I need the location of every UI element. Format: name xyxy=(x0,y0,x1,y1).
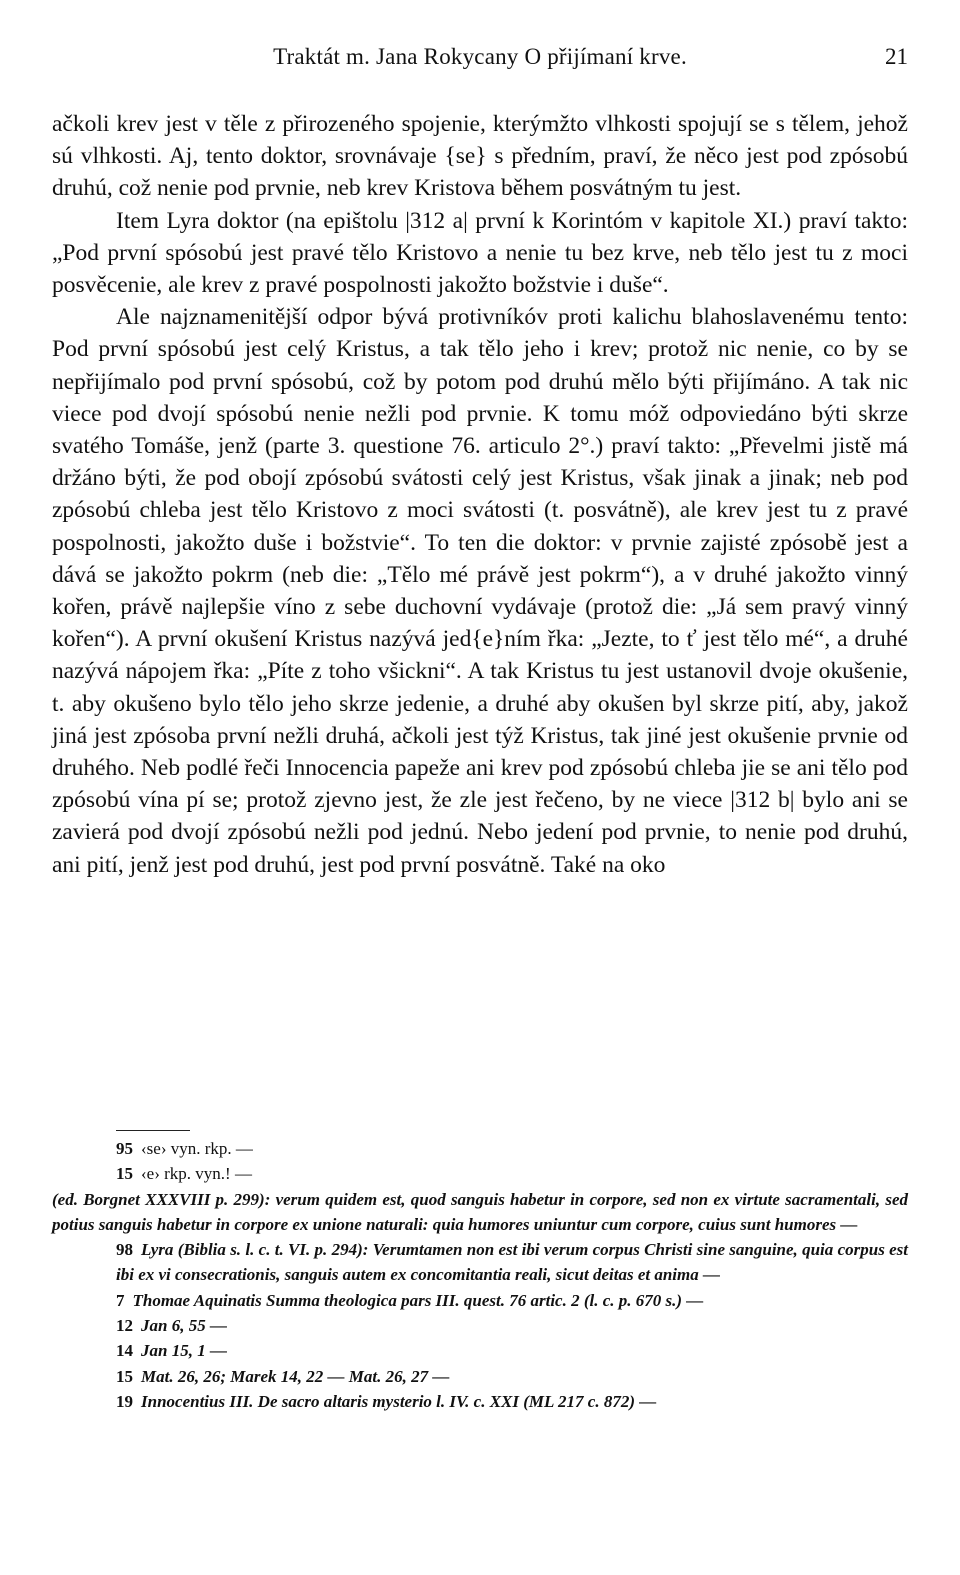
footnote-line-ref: 15 xyxy=(116,1366,133,1386)
footnote-line-ref: 98 xyxy=(116,1240,133,1260)
footnote-text: Lyra (Biblia s. l. c. t. VI. p. 294): Verumtamen non est ibi verum corpus Christi sine sanguine, quia corpus est ibi ex vi consecrationis, sanguis autem ex concomitantia reali, sicut deitas et anima — xyxy=(116,1240,908,1285)
footnote-line-ref: 95 xyxy=(116,1139,133,1158)
paragraph: Item Lyra doktor (na epištolu |312 a| první k Korintóm v kapitole XI.) praví takto: „Pod první spósobú jest pravé tělo Kristovo a nenie tu bez krve, neb tělo jest tu z moci posvěcenie, ale krev z pravé pospolnosti jakožto božstvie i duše“. xyxy=(52,207,908,299)
main-text xyxy=(52,108,908,881)
footnote xyxy=(52,1288,908,1313)
footnote xyxy=(52,1364,908,1389)
footnote-text: ‹se› vyn. rkp. — xyxy=(141,1139,253,1158)
running-title: Traktát m. Jana Rokycany O přijímaní krve. xyxy=(273,44,687,69)
footnote xyxy=(52,1389,908,1414)
footnote-text: Jan 6, 55 — xyxy=(141,1316,227,1336)
footnote-line-ref: 14 xyxy=(116,1341,133,1361)
footnote-text: ‹e› rkp. vyn.! — xyxy=(141,1164,252,1184)
footnote-divider xyxy=(116,1130,190,1131)
footnotes xyxy=(52,1136,908,1414)
paragraph: ačkoli krev jest v těle z přirozeného spojenie, kterýmžto vlhkosti spojují se s tělem, jehož sú vlhkosti. Aj, tento doktor, srovnávaje {se} s předním, praví, že něco jest pod zpósobú druhú, což nenie pod prvnie, neb krev Kristova během posvátným tu jest. xyxy=(52,111,908,202)
footnote xyxy=(52,1187,908,1238)
footnote-text: Innocentius III. De sacro altaris mysterio l. IV. c. XXI (ML 217 c. 872) — xyxy=(141,1391,657,1411)
footnote-text: Mat. 26, 26; Marek 14, 22 — Mat. 26, 27 — xyxy=(141,1366,450,1386)
footnote-line-ref: 15 xyxy=(116,1164,133,1184)
footnote xyxy=(52,1237,908,1288)
paragraph: Ale najznamenitější odpor bývá protivníkóv proti kalichu blahoslavenému tento: Pod první spósobú jest celý Kristus, a tak tělo jeho i krev; protož nic nenie, co by se nepřijímalo pod první spósobú, což by potom pod druhú mělo býti přijímáno. A tak nic viece pod dvojí spósobú nenie nežli pod prvnie. K tomu móž odpoviedáno býti skrze svatého Tomáše, jenž (parte 3. questione 76. articulo 2°.) praví takto: „Převelmi jistě má držáno býti, že pod obojí zpósobú svátosti celý jest Kristus, však jinak a jinak; neb pod zpósobú chleba jest tělo Kristovo z moci svátosti (t. posvátně), ale krev jest tu z pravé pospolnosti, jakožto duše i božstvie“. To ten die doktor: v prvnie zajisté zpósobě jest a dává se jakožto pokrm (neb die: „Tělo mé právě jest pokrm“), a v druhé jakožto vinný kořen, právě najlepšie víno z sebe duchovní vydávaje (protož die: „Já sem pravý vinný kořen“). A první okušení Kristus nazývá jed{e}ním řka: „Jezte, to ť jest tělo mé“, a druhé nazývá nápojem řka: „Píte z toho všickni“. A tak Kristus tu jest ustanovil dvoje okušenie, t. aby okušeno bylo tělo jeho skrze jedenie, a druhé aby okušen byl skrze pití, aby, jakož jiná jest zpósoba první nežli druhá, ačkoli jest týž Kristus, tak jiné jest okušenie prvnie od druhého. Neb podlé řeči Innocencia papeže ani krev pod zpósobú chleba jie se ani tělo pod zpósobú vína pí se; protož zjevno jest, že zle jest řečeno, by ne viece |312 b| bylo ani se zavierá pod dvojí zpósobú nežli pod jednú. Nebo jedení pod prvnie, to nenie pod druhú, ani pití, jenž jest pod druhú, jest pod první posvátně. Také na oko xyxy=(52,304,908,878)
footnote-line-ref: 7 xyxy=(116,1290,125,1310)
footnote-text: (ed. Borgnet XXXVIII p. 299): verum quidem est, quod sanguis habetur in corpore, sed non ex virtute sacramentali, sed potius sanguis habetur in corpore ex unione naturali: quia humores uniuntur cum corpore, cuius sunt humores — xyxy=(52,1189,908,1234)
footnote-line-ref: 19 xyxy=(116,1391,133,1411)
footnote xyxy=(52,1161,908,1186)
footnote-text: Jan 15, 1 — xyxy=(141,1341,227,1361)
footnote-text: Thomae Aquinatis Summa theologica pars III. quest. 76 artic. 2 (l. c. p. 670 s.) — xyxy=(132,1290,704,1310)
footnote-line-ref: 12 xyxy=(116,1316,133,1336)
page-number: 21 xyxy=(885,44,908,69)
footnote xyxy=(52,1338,908,1363)
running-header xyxy=(52,44,908,80)
footnote xyxy=(52,1136,908,1161)
footnote xyxy=(52,1313,908,1338)
